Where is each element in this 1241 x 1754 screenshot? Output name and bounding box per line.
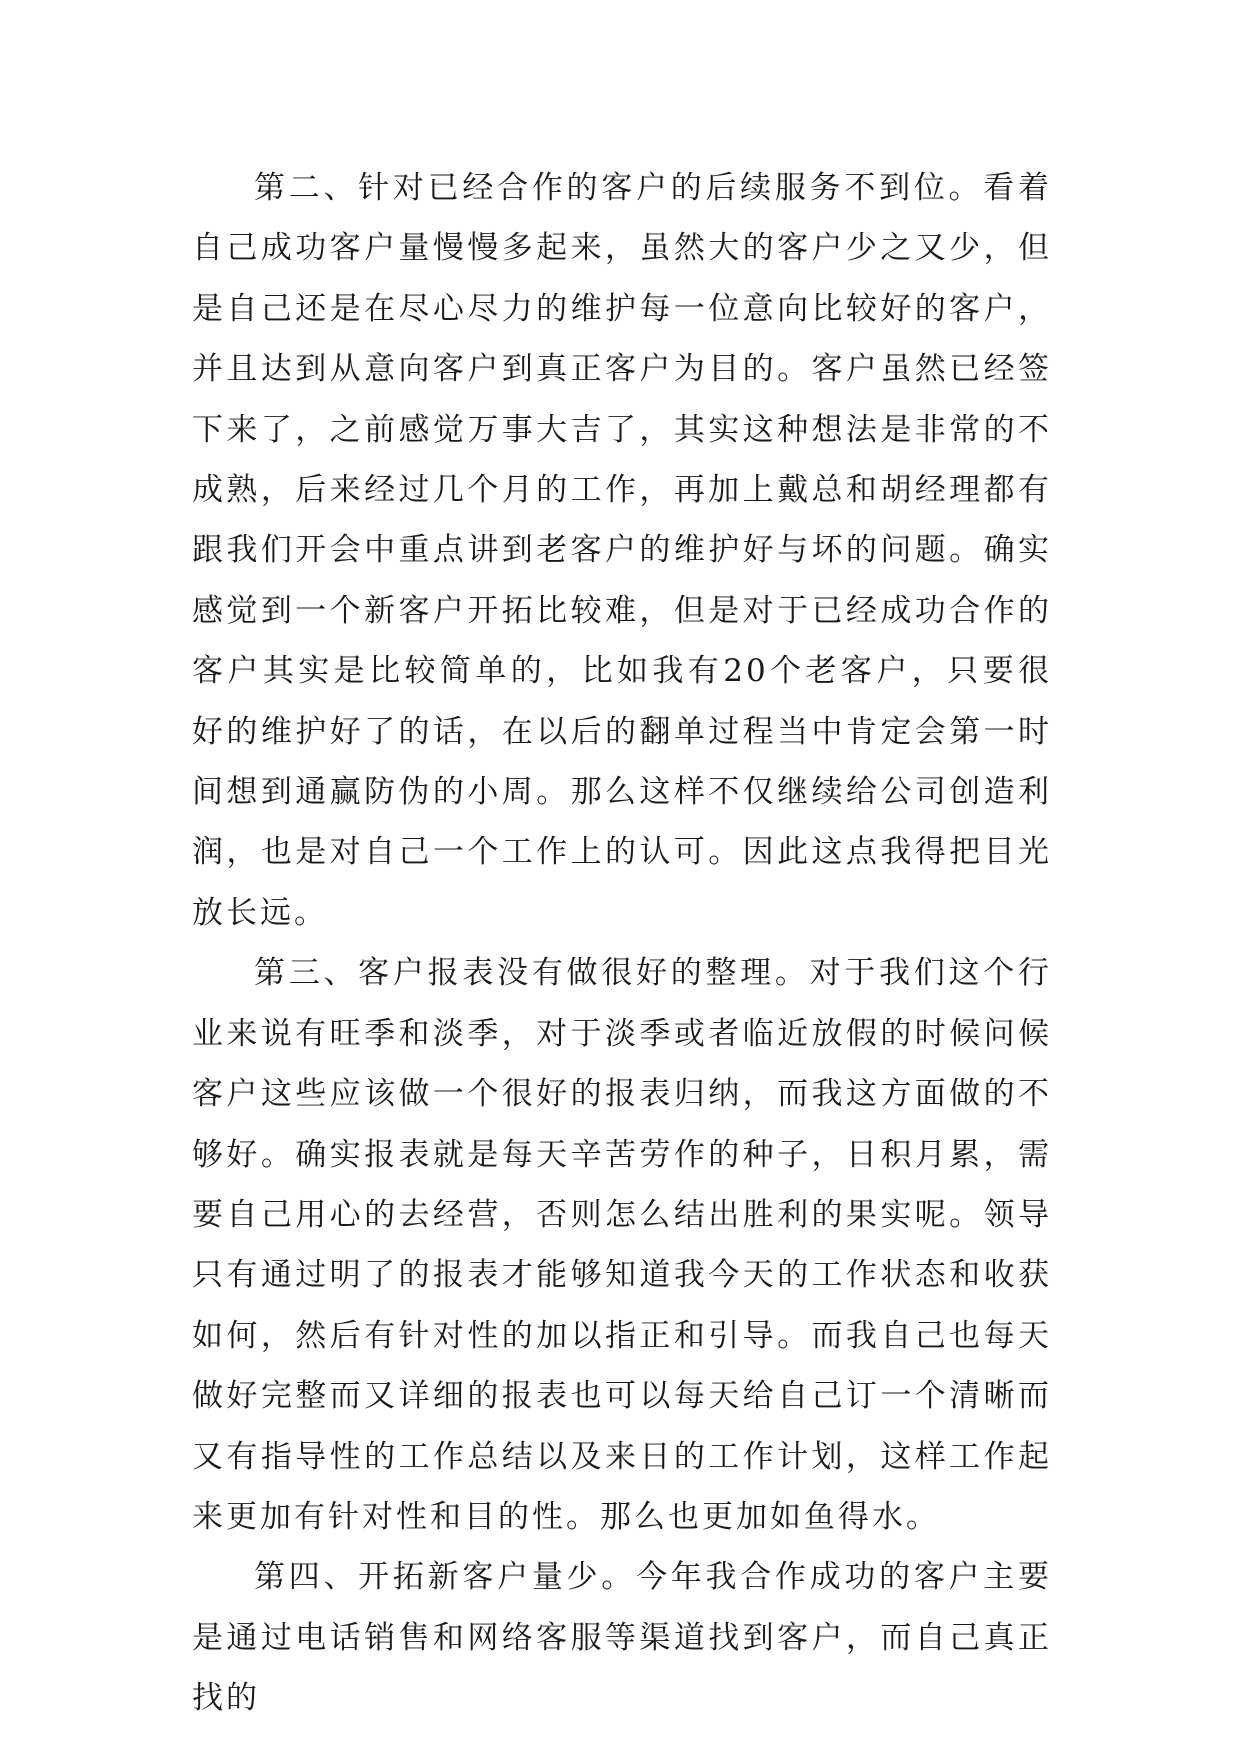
paragraph-second-point: 第二、针对已经合作的客户的后续服务不到位。看着自己成功客户量慢慢多起来，虽然大的客户少之又少，但是自己还是在尽心尽力的维护每一位意向比较好的客户，并且达到从意向客户到真正客户为目的。客户虽然已经签下来了，之前感觉万事大吉了，其实这种想法是非常的不成熟，后来经过几个月的工作，再加上戴总和胡经理都有跟我们开会中重点讲到老客户的维护好与坏的问题。确实感觉到一个新客户开拓比较难，但是对于已经成功合作的客户其实是比较简单的，比如我有20个老客户，只要很好的维护好了的话，在以后的翻单过程当中肯定会第一时间想到通赢防伪的小周。那么这样不仅继续给公司创造利润，也是对自己一个工作上的认可。因此这点我得把目光放长远。: [192, 170, 1052, 931]
paragraph-fourth-point: 第四、开拓新客户量少。今年我合作成功的客户主要是通过电话销售和网络客服等渠道找到客户，而自己真正找的: [192, 1559, 1052, 1717]
document-body: [192, 158, 1052, 1729]
paragraph-third-point: 第三、客户报表没有做很好的整理。对于我们这个行业来说有旺季和淡季，对于淡季或者临近放假的时候问候客户这些应该做一个很好的报表归纳，而我这方面做的不够好。确实报表就是每天辛苦劳作的种子，日积月累，需要自己用心的去经营，否则怎么结出胜利的果实呢。领导只有通过明了的报表才能够知道我今天的工作状态和收获如何，然后有针对性的加以指正和引导。而我自己也每天做好完整而又详细的报表也可以每天给自己订一个清晰而又有指导性的工作总结以及来日的工作计划，这样工作起来更加有针对性和目的性。那么也更加如鱼得水。: [192, 955, 1052, 1535]
